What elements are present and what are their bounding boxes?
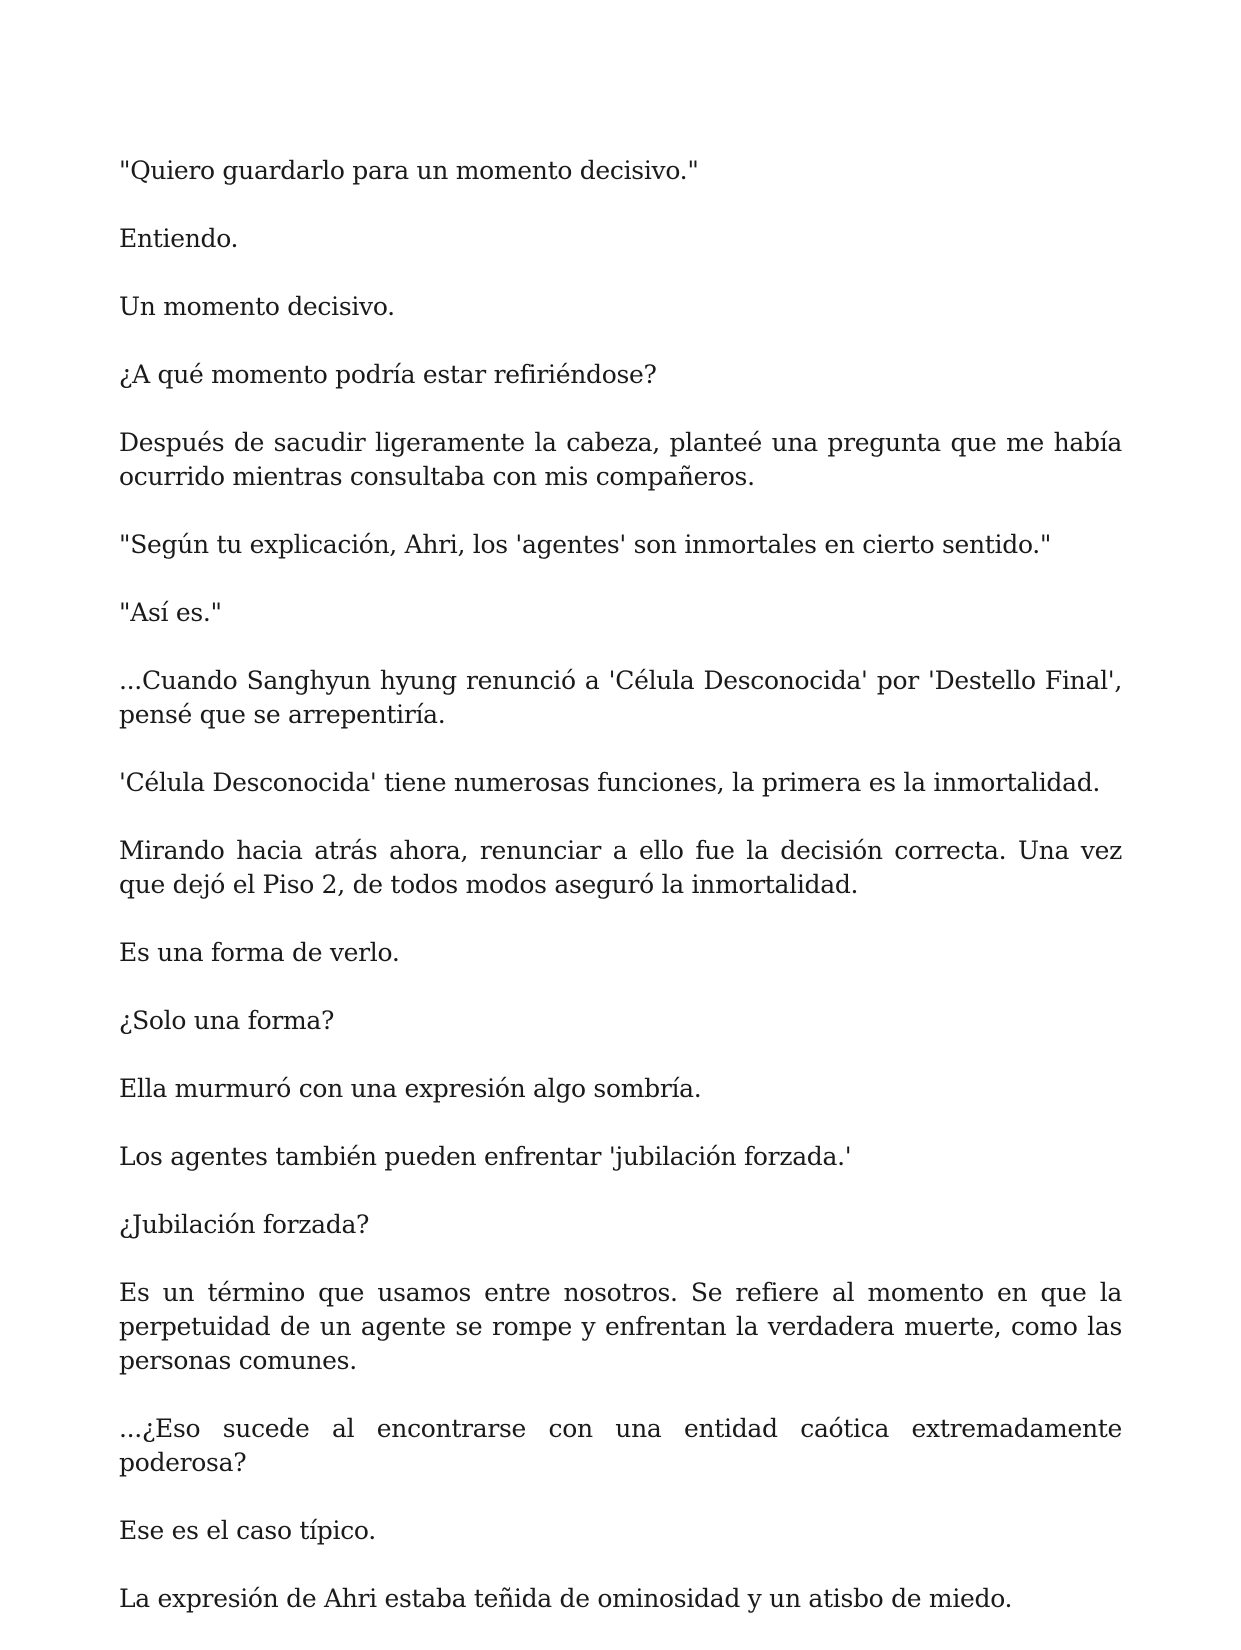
paragraph: ¿Jubilación forzada? [119, 1210, 370, 1239]
paragraph: Mirando hacia atrás ahora, renunciar a ello fue la decisión correcta. Una vez que dejó el Piso 2, de todos modos aseguró la inmortalidad. [119, 836, 1122, 899]
paragraph: ...Cuando Sanghyun hyung renunció a 'Célula Desconocida' por 'Destello Final', pensé que se arrepentiría. [119, 666, 1122, 729]
paragraph: La expresión de Ahri estaba teñida de ominosidad y un atisbo de miedo. [119, 1584, 1013, 1613]
paragraph: ¿A qué momento podría estar refiriéndose? [119, 360, 657, 389]
paragraph: Es un término que usamos entre nosotros. Se refiere al momento en que la perpetuidad de un agente se rompe y enfrentan la verdadera muerte, como las personas comunes. [119, 1278, 1122, 1375]
paragraph: "Según tu explicación, Ahri, los 'agentes' son inmortales en cierto sentido." [119, 530, 1052, 559]
paragraph: ...¿Eso sucede al encontrarse con una entidad caótica extremadamente poderosa? [119, 1414, 1122, 1477]
paragraph: Entiendo. [119, 224, 239, 253]
paragraph: Un momento decisivo. [119, 292, 395, 321]
paragraph: "Así es." [119, 598, 222, 627]
paragraph: Los agentes también pueden enfrentar 'jubilación forzada.' [119, 1142, 852, 1171]
paragraph: Después de sacudir ligeramente la cabeza, planteé una pregunta que me había ocurrido mientras consultaba con mis compañeros. [119, 428, 1122, 491]
paragraph: "Quiero guardarlo para un momento decisivo." [119, 156, 699, 185]
paragraph: 'Célula Desconocida' tiene numerosas funciones, la primera es la inmortalidad. [119, 768, 1101, 797]
paragraph: Es una forma de verlo. [119, 938, 400, 967]
paragraph: Ese es el caso típico. [119, 1516, 376, 1545]
paragraph: Ella murmuró con una expresión algo sombría. [119, 1074, 702, 1103]
paragraph: ¿Solo una forma? [119, 1006, 335, 1035]
document-body [119, 154, 1122, 1650]
